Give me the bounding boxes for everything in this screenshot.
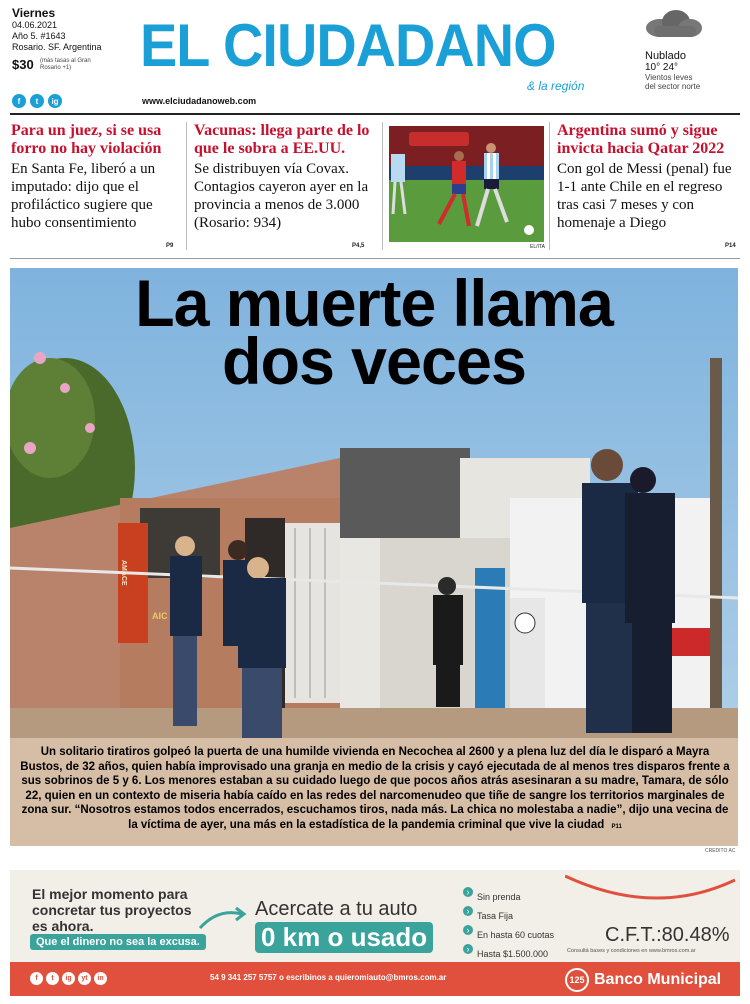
- facebook-icon[interactable]: f: [30, 972, 43, 985]
- weather-temps: 10° 24°: [645, 62, 679, 73]
- price: $30: [12, 57, 34, 72]
- ad-intro-line-3: es ahora.: [32, 918, 94, 934]
- price-note: (más tasas al Gran Rosario +1): [40, 58, 91, 71]
- website-url[interactable]: www.elciudadanoweb.com: [142, 96, 257, 106]
- ad-footer-bar: [10, 962, 740, 996]
- ad-title: Acercate a tu auto: [255, 898, 418, 920]
- column-divider: [549, 122, 550, 250]
- column-divider: [186, 122, 187, 250]
- ad-intro: [32, 886, 192, 934]
- cloud-icon: [642, 8, 704, 38]
- teaser-judge[interactable]: [11, 122, 181, 232]
- ad-intro-line-2: concretar tus proyectos: [32, 902, 192, 918]
- teaser-headline: Argentina sumó y sigue invicta hacia Qatar 2022: [557, 122, 725, 157]
- ad-feature: › Sin prenda: [463, 888, 554, 907]
- twitter-icon[interactable]: t: [46, 972, 59, 985]
- section-divider: [10, 258, 740, 259]
- ad-slogan: Que el dinero no sea la excusa.: [30, 934, 206, 950]
- ad-cft-note: Consultá bases y condiciones en www.bmros.com.ar: [567, 948, 696, 954]
- teaser-body: Con gol de Messi (penal) fue 1-1 ante Chile en el regreso tras casi 7 meses y con homenaje a Diego: [557, 161, 732, 231]
- masthead-divider: [10, 113, 740, 115]
- twitter-icon[interactable]: t: [30, 94, 44, 108]
- headline-line-1: La muerte llama: [135, 266, 613, 340]
- teaser-football[interactable]: [557, 122, 742, 232]
- newspaper-logo[interactable]: EL CIUDADANO: [140, 12, 556, 79]
- photo-credit: CREDITO AC: [705, 848, 736, 854]
- facebook-icon[interactable]: f: [12, 94, 26, 108]
- football-photo[interactable]: [389, 126, 544, 242]
- bank-name: Banco Municipal: [594, 971, 722, 988]
- teaser-headline: Para un juez, si se usa forro no hay violación: [11, 122, 162, 157]
- location: Rosario. SF. Argentina: [12, 42, 102, 52]
- ad-cft: C.F.T.:80.48%: [605, 924, 730, 946]
- bank-badge: 125: [565, 968, 589, 992]
- ad-title-highlight: 0 km o usado: [255, 922, 433, 953]
- weather-wind-dir: del sector norte: [645, 82, 701, 91]
- jacket-label: AIC: [152, 611, 168, 621]
- bank-advertisement[interactable]: [10, 870, 740, 996]
- ad-feature: › En hasta 60 cuotas: [463, 926, 554, 945]
- teaser-body: En Santa Fe, liberó a un imputado: dijo que el profiláctico sugiere que hubo consentimiento: [11, 161, 156, 231]
- ad-feature: › Tasa Fija: [463, 907, 554, 926]
- logo-subtitle: & la región: [527, 79, 585, 93]
- instagram-icon[interactable]: ig: [48, 94, 62, 108]
- ad-contact[interactable]: 54 9 341 257 5757 o escribinos a quieromiauto@bmros.com.ar: [210, 973, 447, 982]
- photo-credit: EL/ITA: [530, 244, 545, 250]
- date: 04.06.2021: [12, 20, 58, 30]
- ad-features: [463, 888, 554, 964]
- edition-date: [12, 7, 102, 53]
- youtube-icon[interactable]: yt: [78, 972, 91, 985]
- shop-sign: AMACE: [120, 560, 127, 586]
- caption-text: Un solitario tiratiros golpeó la puerta de una humilde vivienda en Necochea al 2600 y a plena luz del día le disparó a Mayra Bustos, de 32 años, quien había improvisado una granja en medio de la crisis y cayó ejecutada de al menos tres disparos frente a sus sobrinos de 5 y 6. Los menores estaban a su cuidado luego de que pocos años atrás asesinaran a su madre, Tamara, de sólo 22, quien en un contexto de miseria había caído en las redes del narcomenudeo que tiñe de sangre los territorios marginales de zona sur. “Nosotros estamos todos encerrados, escuchamos tiros, nada más. La chica no molestaba a nadie”, dijo una vecina de la víctima de ayer, una más en la estadística de la pandemia criminal que vive la ciudad: [20, 746, 730, 831]
- page-ref: P14: [725, 243, 736, 249]
- linkedin-icon[interactable]: in: [94, 972, 107, 985]
- swoosh-decoration: [565, 870, 740, 910]
- teaser-vaccines[interactable]: [194, 122, 374, 232]
- weather-info: [645, 51, 700, 91]
- edition-number: Año 5. #1643: [12, 31, 66, 41]
- ad-social-links: [30, 972, 107, 985]
- social-links: [12, 94, 62, 108]
- weather-condition: Nublado: [645, 50, 686, 62]
- page-ref: P11: [611, 823, 622, 830]
- teaser-body: Se distribuyen vía Covax. Contagios cayeron ayer en la provincia a menos de 3.000 (Rosario: 934): [194, 161, 369, 231]
- football-scene: [389, 126, 544, 242]
- arrow-icon: [198, 904, 248, 932]
- main-caption: [20, 745, 730, 835]
- column-divider: [382, 122, 383, 250]
- instagram-icon[interactable]: ig: [62, 972, 75, 985]
- day: Viernes: [12, 6, 56, 20]
- page-ref: P4,5: [352, 243, 365, 249]
- main-headline[interactable]: [17, 266, 730, 398]
- headline-line-2: dos veces: [221, 324, 527, 398]
- page-ref: P9: [166, 243, 174, 249]
- weather-wind: Vientos leves: [645, 73, 693, 82]
- ad-feature: › Hasta $1.500.000: [463, 945, 554, 964]
- teaser-headline: Vacunas: llega parte de lo que le sobra a EE.UU.: [194, 122, 370, 157]
- ad-intro-line-1: El mejor momento para: [32, 886, 188, 902]
- bank-logo[interactable]: [565, 968, 721, 992]
